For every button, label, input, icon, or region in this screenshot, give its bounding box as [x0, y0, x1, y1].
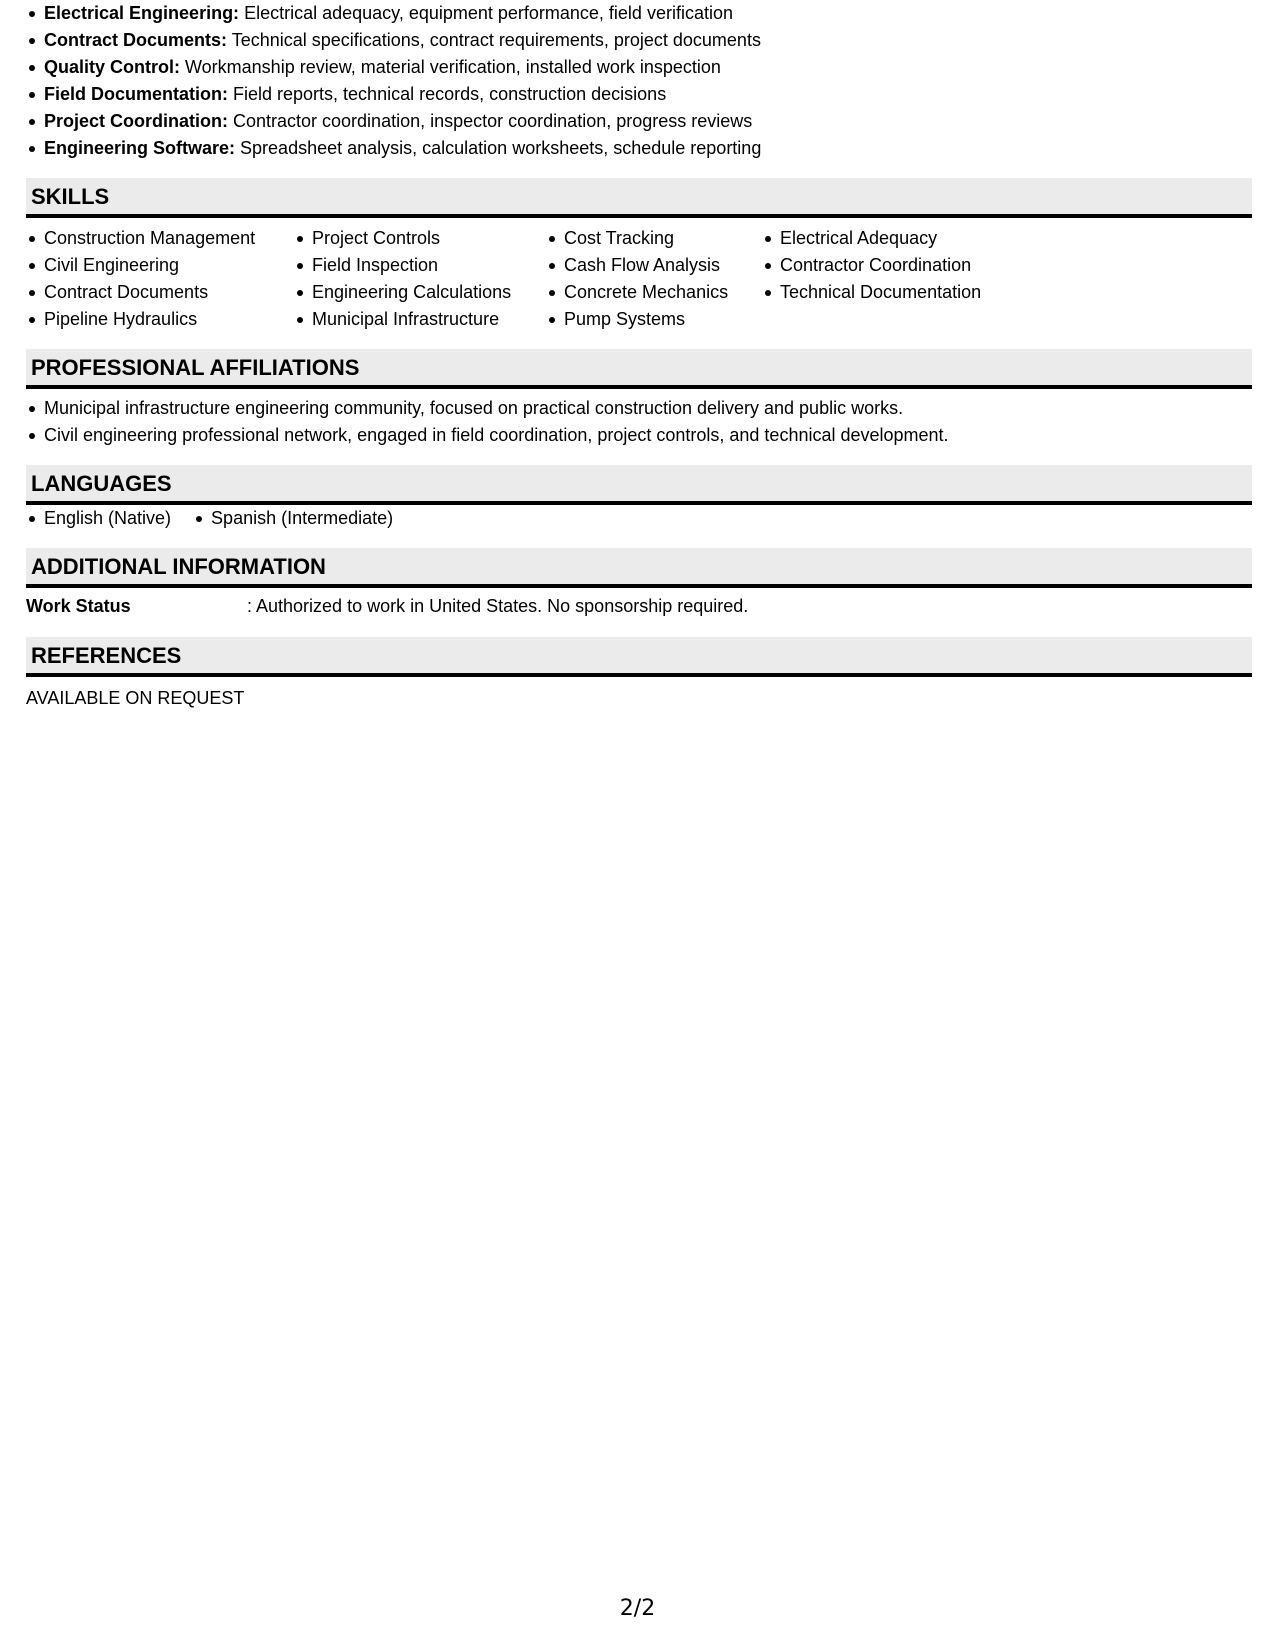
competency-text: Spreadsheet analysis, calculation worksheets, schedule reporting [235, 138, 762, 158]
affiliations-section-header: PROFESSIONAL AFFILIATIONS [26, 349, 1252, 389]
skill-item: Concrete Mechanics [546, 279, 762, 306]
skills-column [294, 225, 546, 333]
list-item [26, 54, 1252, 81]
page-number: 2/2 [619, 1596, 656, 1621]
affiliation-item: Civil engineering professional network, engaged in field coordination, project controls, and technical development. [26, 422, 1252, 449]
language-item: English (Native) [26, 505, 171, 532]
competency-text: Field reports, technical records, construction decisions [228, 84, 667, 104]
competency-label: Quality Control: [44, 57, 180, 77]
work-status-label: Work Status [26, 596, 131, 616]
competency-text: Electrical adequacy, equipment performance, field verification [239, 3, 733, 23]
competency-text: Contractor coordination, inspector coordination, progress reviews [228, 111, 753, 131]
skill-item: Pump Systems [546, 306, 762, 333]
competency-label: Electrical Engineering: [44, 3, 240, 23]
skills-column [546, 225, 762, 333]
languages-section-header: LANGUAGES [26, 465, 1252, 505]
work-status-row [26, 593, 1252, 620]
skill-item: Field Inspection [294, 252, 546, 279]
list-item [26, 135, 1252, 162]
skill-item: Contractor Coordination [762, 252, 1022, 279]
skills-column [762, 225, 1022, 333]
additional-info-section-header: ADDITIONAL INFORMATION [26, 548, 1252, 588]
skill-item: Cash Flow Analysis [546, 252, 762, 279]
competency-label: Field Documentation: [44, 84, 228, 104]
competency-label: Contract Documents: [44, 30, 228, 50]
skills-section-header: SKILLS [26, 178, 1252, 218]
affiliations-list [26, 395, 1252, 449]
work-status-value: : Authorized to work in United States. No sponsorship required. [247, 596, 749, 616]
skill-item: Technical Documentation [762, 279, 1022, 306]
competencies-list [26, 0, 1252, 162]
language-item: Spanish (Intermediate) [193, 505, 393, 532]
skill-item: Electrical Adequacy [762, 225, 1022, 252]
competency-label: Project Coordination: [44, 111, 228, 131]
references-text: AVAILABLE ON REQUEST [26, 688, 245, 708]
skill-item: Civil Engineering [26, 252, 294, 279]
skill-item: Cost Tracking [546, 225, 762, 252]
references-section-header: REFERENCES [26, 637, 1252, 677]
competency-label: Engineering Software: [44, 138, 236, 158]
resume-page [26, 0, 1252, 712]
languages-list [26, 505, 1252, 532]
skill-item: Construction Management [26, 225, 294, 252]
skill-item: Engineering Calculations [294, 279, 546, 306]
competency-text: Workmanship review, material verification, installed work inspection [180, 57, 721, 77]
skills-column [26, 225, 294, 333]
skill-item: Pipeline Hydraulics [26, 306, 294, 333]
skills-grid [26, 225, 1252, 333]
list-item [26, 108, 1252, 135]
skill-item: Project Controls [294, 225, 546, 252]
list-item [26, 27, 1252, 54]
list-item [26, 0, 1252, 27]
skill-item: Contract Documents [26, 279, 294, 306]
list-item [26, 81, 1252, 108]
affiliation-item: Municipal infrastructure engineering community, focused on practical construction delivery and public works. [26, 395, 1252, 422]
skill-item: Municipal Infrastructure [294, 306, 546, 333]
competency-text: Technical specifications, contract requirements, project documents [227, 30, 761, 50]
